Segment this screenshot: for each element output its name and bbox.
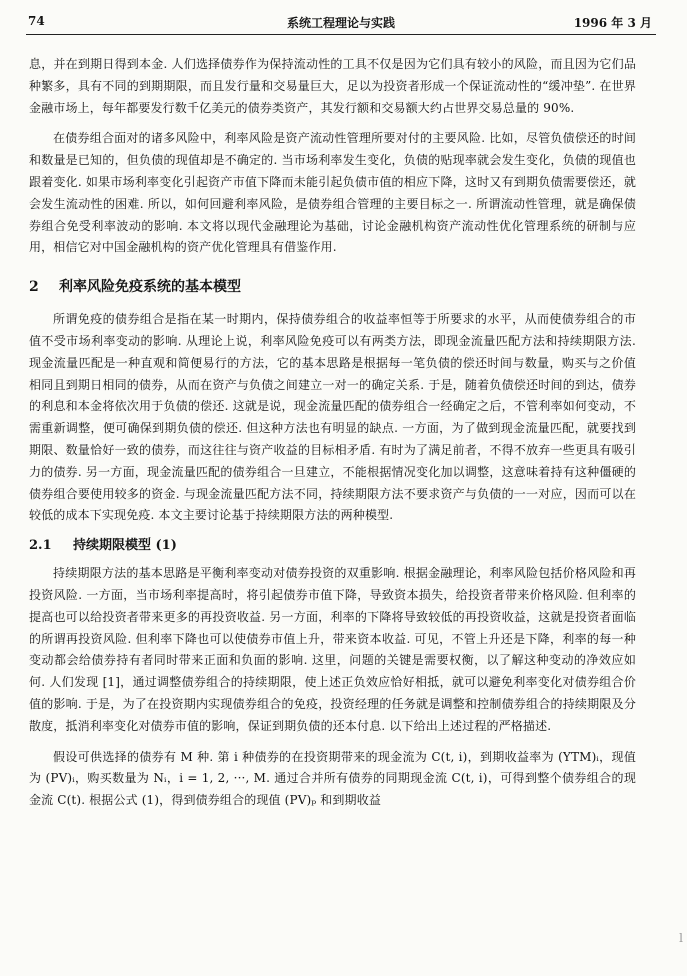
page-edge-mark: l xyxy=(679,931,683,945)
subsection-heading xyxy=(29,536,636,556)
section-number: 2 xyxy=(29,279,39,296)
section-title: 利率风险免疫系统的基本模型 xyxy=(59,279,241,296)
paragraph-continuation: 息，并在到期日得到本金. 人们选择债券作为保持流动性的工具不仅是因为它们具有较小的风险，而且因为它们品种繁多，具有不同的到期期限，而且发行量和交易量巨大，足以为投资者形成一个保证流动性的“缓冲垫”. 在世界金融市场上，每年都要发行数千亿美元的债券类资产，其发行额和交易额大约占世界交易总量的 90%. xyxy=(29,57,636,115)
subsection-number: 2.1 xyxy=(29,538,52,554)
page-header xyxy=(26,12,656,35)
issue-date: 1996 年 3 月 xyxy=(573,16,652,30)
article-body xyxy=(29,54,636,821)
section-heading xyxy=(29,277,636,297)
journal-title: 系统工程理论与实践 xyxy=(286,16,395,30)
paragraph-duration-method: 持续期限方法的基本思路是平衡利率变动对债券投资的双重影响. 根据金融理论，利率风险包括价格风险和再投资风险. 一方面，当市场利率提高时，将引起债券市值下降，导致资本损失，给投资者带来价格风险. 但利率的提高也可以给投资者带来更多的再投资收益. 另一方面，利率的下降将导致较低的再投资收益，这就是投资者面临的所谓再投资风险. 但利率下降也可以使债券市值上升，带来资本收益. 可见，不管上升还是下降，利率的每一种变动都会给债券持有者同时带来正面和负面的影响. 这里，问题的关键是需要权衡，以了解这种变动的净效应如何. 人们发现 [1]，通过调整债券组合的持续期限，使上述正负效应恰好相抵，就可以避免利率变化对债券组合价值的影响. 于是，为了在投资期内实现债券组合的免疫，投资经理的任务就是调整和控制债券组合的持续期限及分散度，抵消利率变化对债券市值的影响，保证到期负债的还本付息. 以下给出上述过程的严格描述. xyxy=(29,566,636,733)
paragraph-model-setup: 假设可供选择的债券有 M 种. 第 i 种债券的在投资期带来的现金流为 C(t, i)，到期收益率为 (YTM)ᵢ，现值为 (PV)ᵢ，购买数量为 Nᵢ，i = 1, 2, ···, M. 通过合并所有债券的同期现金流 C(t, i)，可得到整个债券组合的现金流 C(t). 根据公式 (1)，得到债券组合的现值 (PV)ₚ 和到期收益 xyxy=(29,749,636,808)
page-number: 74 xyxy=(28,14,45,28)
paragraph-immunization: 所谓免疫的债券组合是指在某一时期内，保持债券组合的收益率恒等于所要求的水平，从而使债券组合的市值不受市场利率变动的影响. 从理论上说，利率风险免疫可以有两类方法，即现金流量匹配方法和持续期限方法. 现金流量匹配是一种直观和简便易行的方法，它的基本思路是根据每一笔负债的偿还时间与数量，购买与之价值相同且到期日相同的债券，从而在资产与负债之间建立一对一的确定关系. 于是，随着负债偿还时间的到达，债券的利息和本金将依次用于负债的偿还. 这就是说，现金流量匹配的债券组合一经确定之后，不管利率如何变动，不需重新调整，便可确保到期负债的偿还. 但这种方法也有明显的缺点. 一方面，为了做到现金流量匹配，就要找到期限、数量恰好一致的债券，而这往往与资产收益的目标相矛盾. 有时为了满足前者，不得不放弃一些更具有吸引力的债券. 另一方面，现金流量匹配的债券组合一旦建立，不能根据情况变化加以调整，这意味着持有这种僵硬的债券组合要使用较多的资金. 与现金流量匹配方法不同，持续期限方法不要求资产与负债的一一对应，因而可以在较低的成本下实现免疫. 本文主要讨论基于持续期限方法的两种模型. xyxy=(29,312,636,523)
subsection-title: 持续期限模型 (1) xyxy=(73,538,177,554)
paragraph-interest-rate-risk: 在债券组合面对的诸多风险中，利率风险是资产流动性管理所要对付的主要风险. 比如，尽管负债偿还的时间和数量是已知的，但负债的现值却是不确定的. 当市场利率发生变化，负债的贴现率就会发生变化，负债的现值也跟着变化. 如果市场利率变化引起资产市值下降而未能引起负债市值的相应下降，这时又有到期负债需要偿还，就会发生流动性的困难. 所以，如何回避利率风险，是债券组合管理的主要目标之一. 所谓流动性管理，就是确保债券组合免受利率波动的影响. 本文将以现代金融理论为基础，讨论金融机构资产流动性优化管理系统的研制与应用，相信它对中国金融机构的资产优化管理具有借鉴作用. xyxy=(29,131,636,255)
